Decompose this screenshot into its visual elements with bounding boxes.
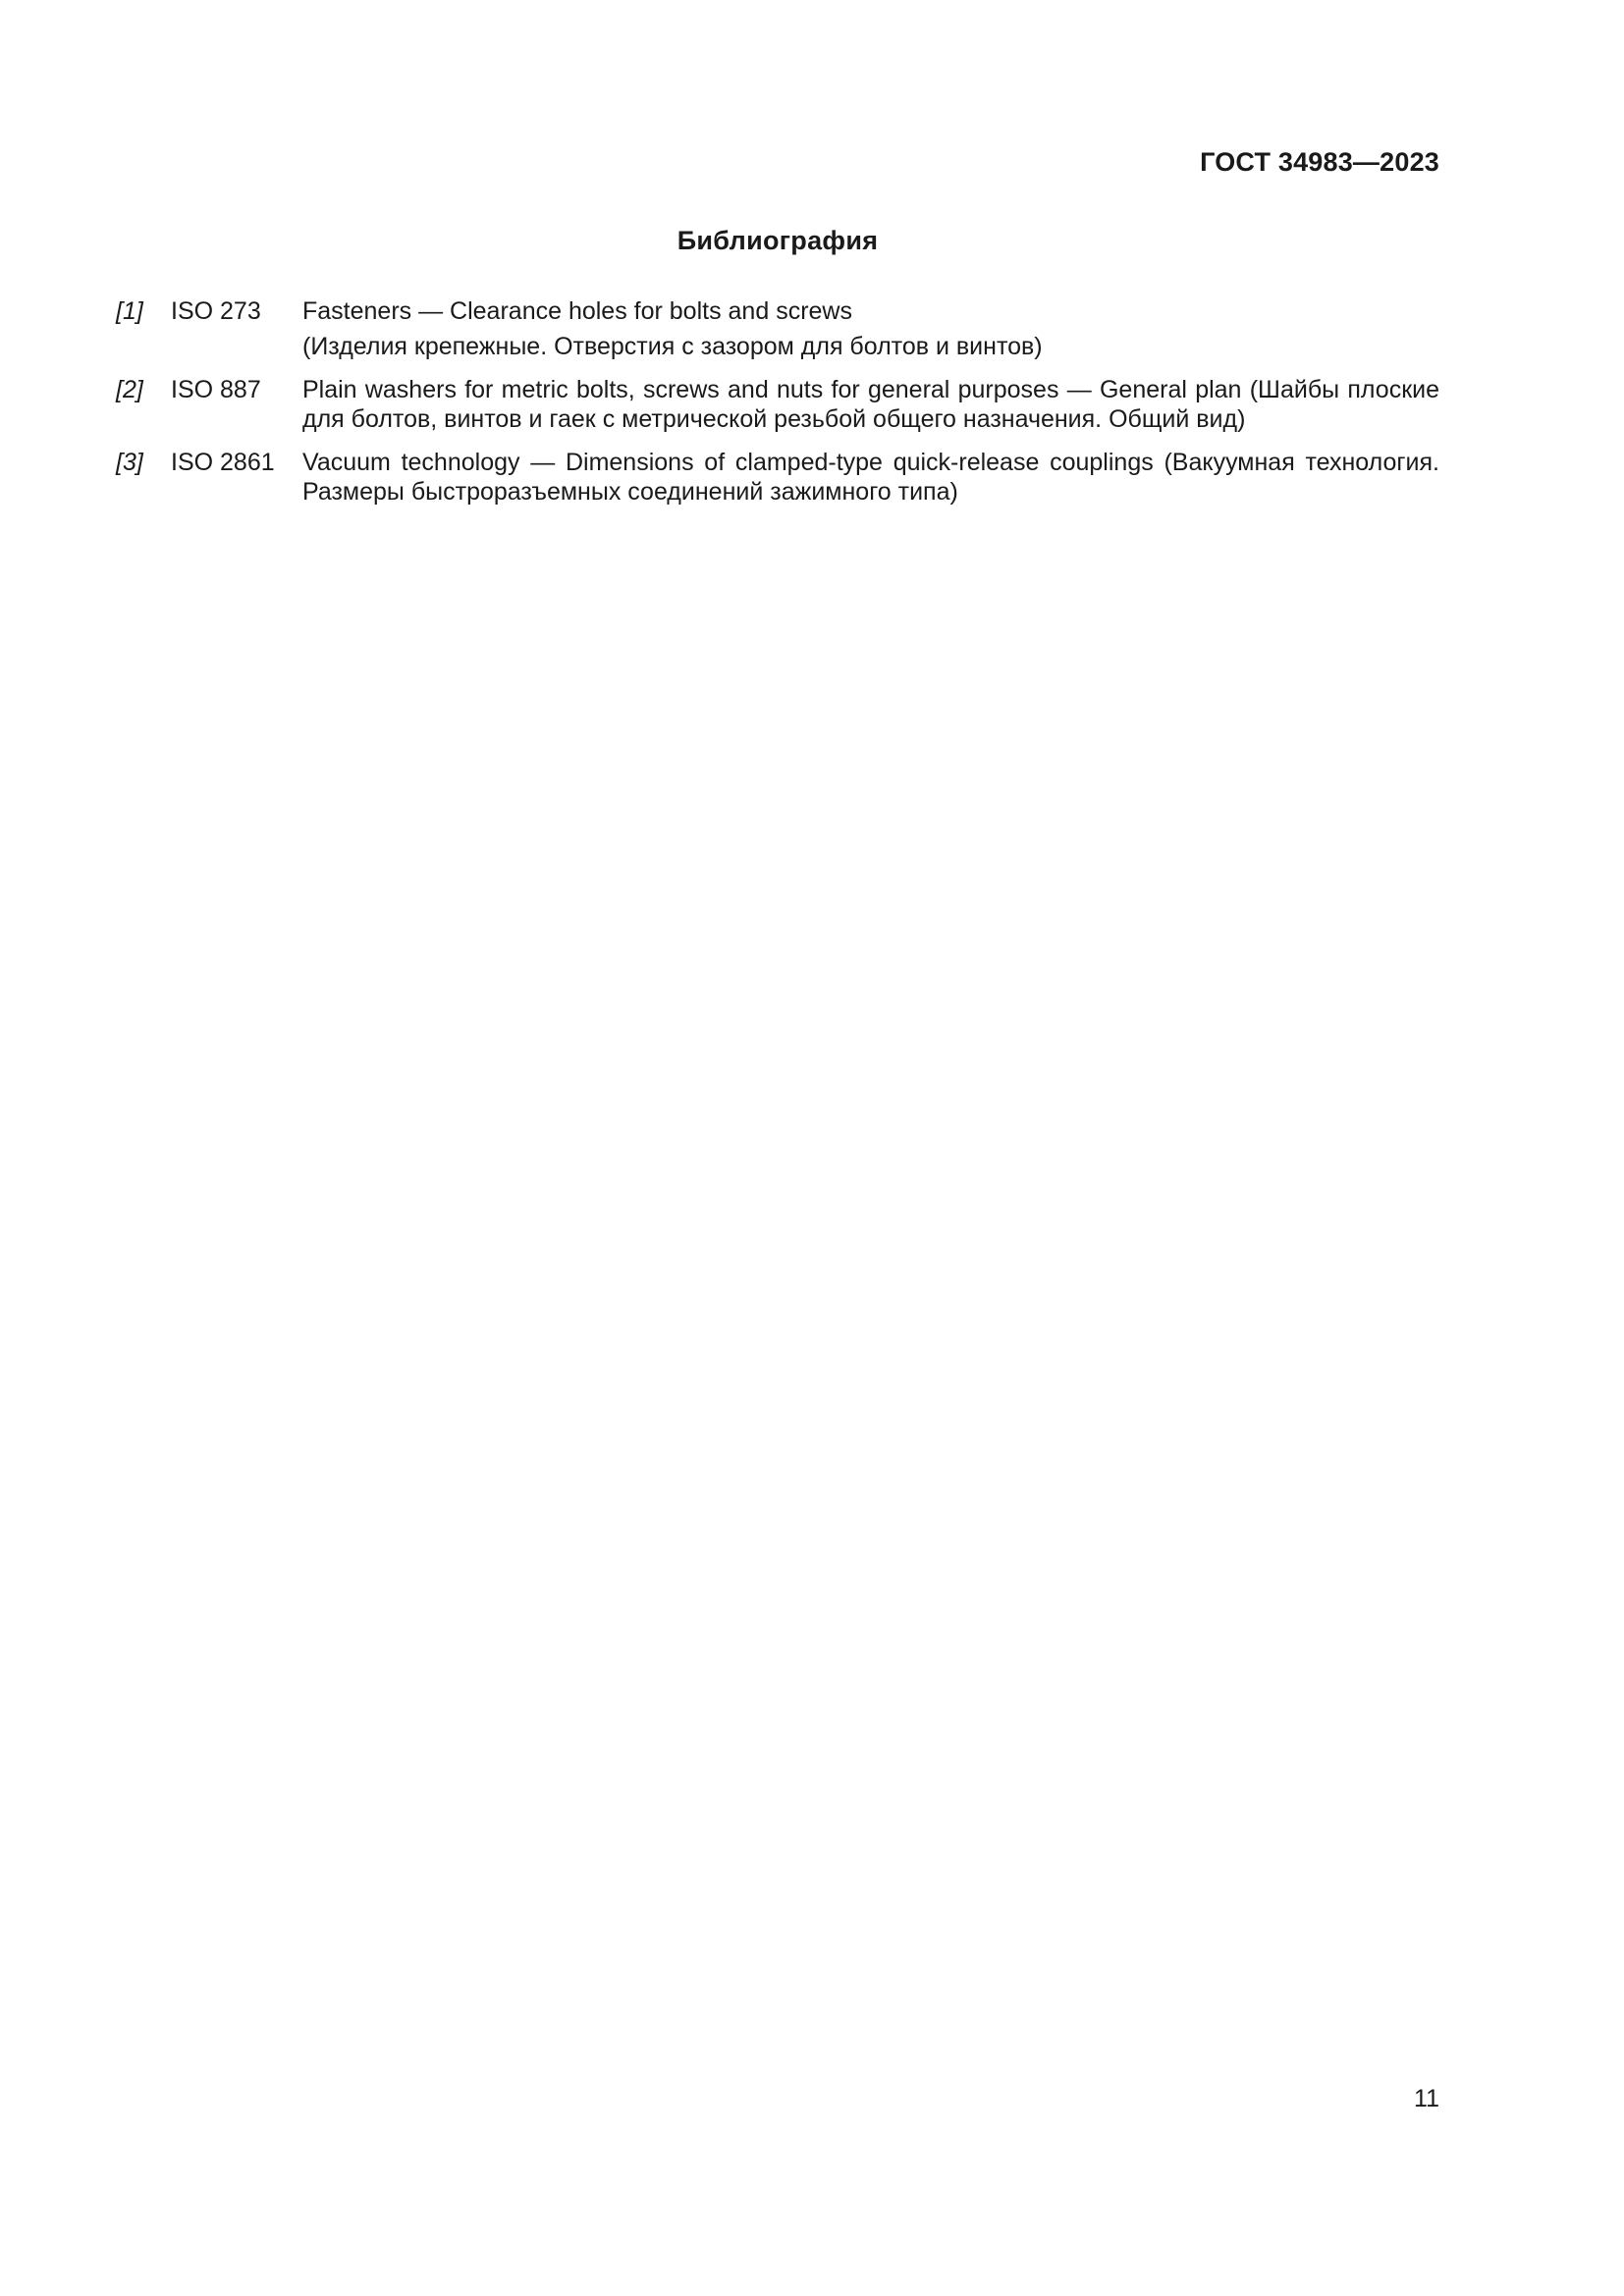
bibliography-entry-number: [3] (116, 449, 143, 476)
bibliography-entry-number: [1] (116, 297, 143, 325)
section-title: Библиография (677, 226, 879, 255)
bibliography-entry-2 (116, 375, 1439, 434)
bibliography-entry-translation: (Изделия крепежные. Отверстия с зазором для болтов и винтов) (302, 333, 1043, 360)
bibliography-entry-title: Plain washers for metric bolts, screws and nuts for general purposes — General plan (Шайбы плоские для болтов, винтов и гаек с метрической резьбой общего назначения. Общий вид) (302, 376, 1439, 433)
page-number: 11 (1414, 2085, 1439, 2112)
bibliography-entry-text (302, 296, 1439, 361)
bibliography-entry-title: Vacuum technology — Dimensions of clamped-type quick-release couplings (Вакуумная технология. Размеры быстроразъемных соединений зажимного типа) (302, 449, 1439, 506)
bibliography-entry-code: ISO 2861 (171, 449, 275, 476)
bibliography-entry-code: ISO 273 (171, 297, 261, 325)
bibliography-list (116, 296, 1439, 520)
bibliography-entry-1 (116, 296, 1439, 361)
bibliography-entry-number: [2] (116, 376, 143, 403)
bibliography-entry-title: Fasteners — Clearance holes for bolts and screws (302, 297, 852, 325)
document-code-header: ГОСТ 34983—2023 (1200, 147, 1439, 177)
bibliography-entry-3 (116, 448, 1439, 507)
bibliography-entry-code: ISO 887 (171, 376, 261, 403)
